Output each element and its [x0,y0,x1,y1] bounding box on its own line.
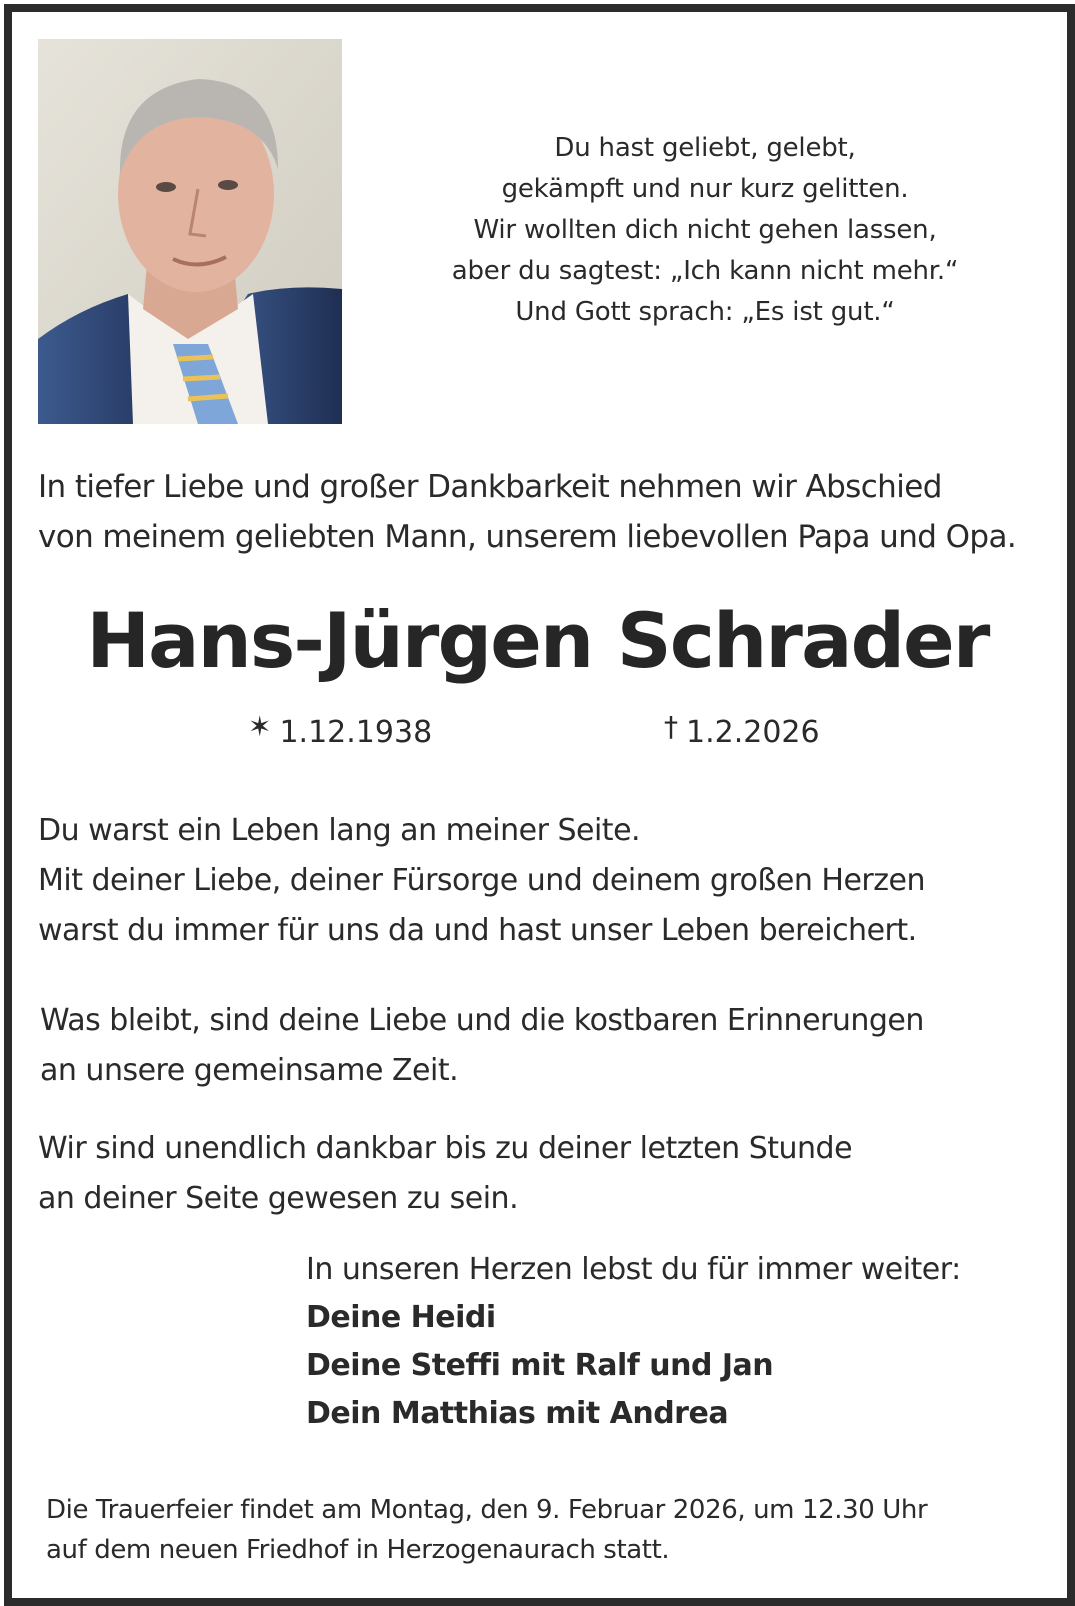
signer-name: Dein Matthias mit Andrea [306,1396,729,1431]
paragraph-line: an unsere gemeinsame Zeit. [40,1053,459,1088]
birth-star-icon: ✶ [248,710,272,743]
poem-line: Und Gott sprach: „Es ist gut.“ [515,297,895,327]
poem-line: Wir wollten dich nicht gehen lassen, [473,215,937,245]
signer-name: Deine Heidi [306,1300,496,1335]
funeral-line: Die Trauerfeier findet am Montag, den 9. Februar 2026, um 12.30 Uhr [46,1495,928,1525]
death-date [664,710,820,753]
intro-line: von meinem geliebten Mann, unserem liebevollen Papa und Opa. [38,519,1017,555]
intro-line: In tiefer Liebe und großer Dankbarkeit nehmen wir Abschied [38,469,942,505]
portrait-photo [38,39,342,424]
birth-date [248,710,433,753]
poem-line: Du hast geliebt, gelebt, [554,133,856,163]
death-date-value: 1.2.2026 [686,715,820,750]
signer-name: Deine Steffi mit Ralf und Jan [306,1348,774,1383]
poem [400,128,1010,333]
funeral-line: auf dem neuen Friedhof in Herzogenaurach statt. [46,1535,670,1565]
paragraph-life [38,806,925,956]
paragraph-line: Was bleibt, sind deine Liebe und die kostbaren Erinnerungen [40,1003,924,1038]
poem-line: gekämpft und nur kurz gelitten. [501,174,909,204]
funeral-notice [46,1490,927,1570]
death-cross-icon: † [664,710,678,743]
paragraph-gratitude [38,1124,852,1224]
deceased-name: Hans-Jürgen Schrader [86,596,989,685]
birth-date-value: 1.12.1938 [279,715,433,750]
paragraph-line: Du warst ein Leben lang an meiner Seite. [38,813,641,848]
poem-line: aber du sagtest: „Ich kann nicht mehr.“ [451,256,959,286]
signers [306,1246,961,1438]
paragraph-line: warst du immer für uns da und hast unser Leben bereichert. [38,913,917,948]
paragraph-memories [40,996,924,1096]
paragraph-line: an deiner Seite gewesen zu sein. [38,1181,519,1216]
paragraph-line: Wir sind unendlich dankbar bis zu deiner letzten Stunde [38,1131,853,1166]
paragraph-line: Mit deiner Liebe, deiner Fürsorge und deinem großen Herzen [38,863,925,898]
intro-text [38,462,1016,562]
signers-lead: In unseren Herzen lebst du für immer weiter: [306,1252,961,1287]
